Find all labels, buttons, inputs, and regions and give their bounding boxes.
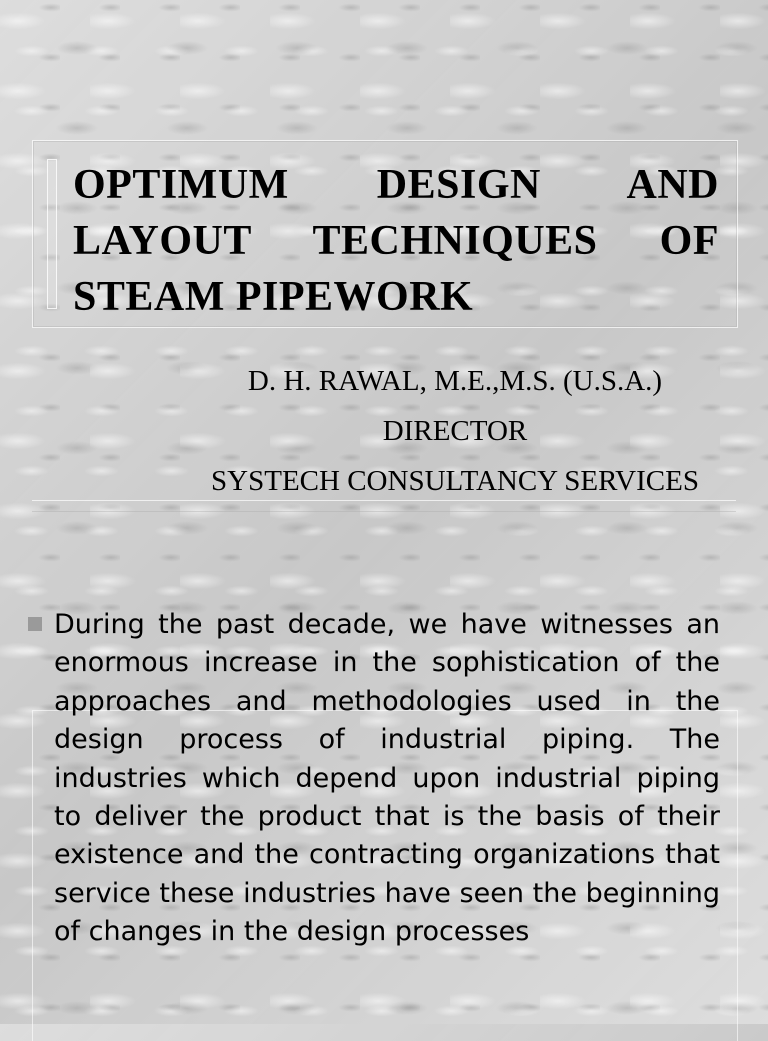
title-frame: [32, 140, 738, 328]
title-frame-accent: [47, 159, 57, 309]
body-paragraph: During the past decade, we have witnesses an enormous increase in the sophistication of the approaches and methodologies used in the design process of industrial piping. The industries which depend upon industrial piping to deliver the product that is the basis of their existence and the contracting organizations that service these industries have seen the beginning of changes in the design processes: [54, 609, 720, 948]
author-name: D. H. RAWAL, M.E.,M.S. (U.S.A.): [247, 365, 663, 397]
author-block: [150, 356, 760, 506]
slide-title: OPTIMUM DESIGN AND LAYOUT TECHNIQUES OF STEAM PIPEWORK: [73, 162, 719, 320]
author-organization: SYSTECH CONSULTANCY SERVICES: [211, 465, 699, 497]
bullet-square-icon: [28, 617, 42, 631]
author-role: DIRECTOR: [382, 415, 528, 447]
section-divider: [32, 500, 736, 512]
